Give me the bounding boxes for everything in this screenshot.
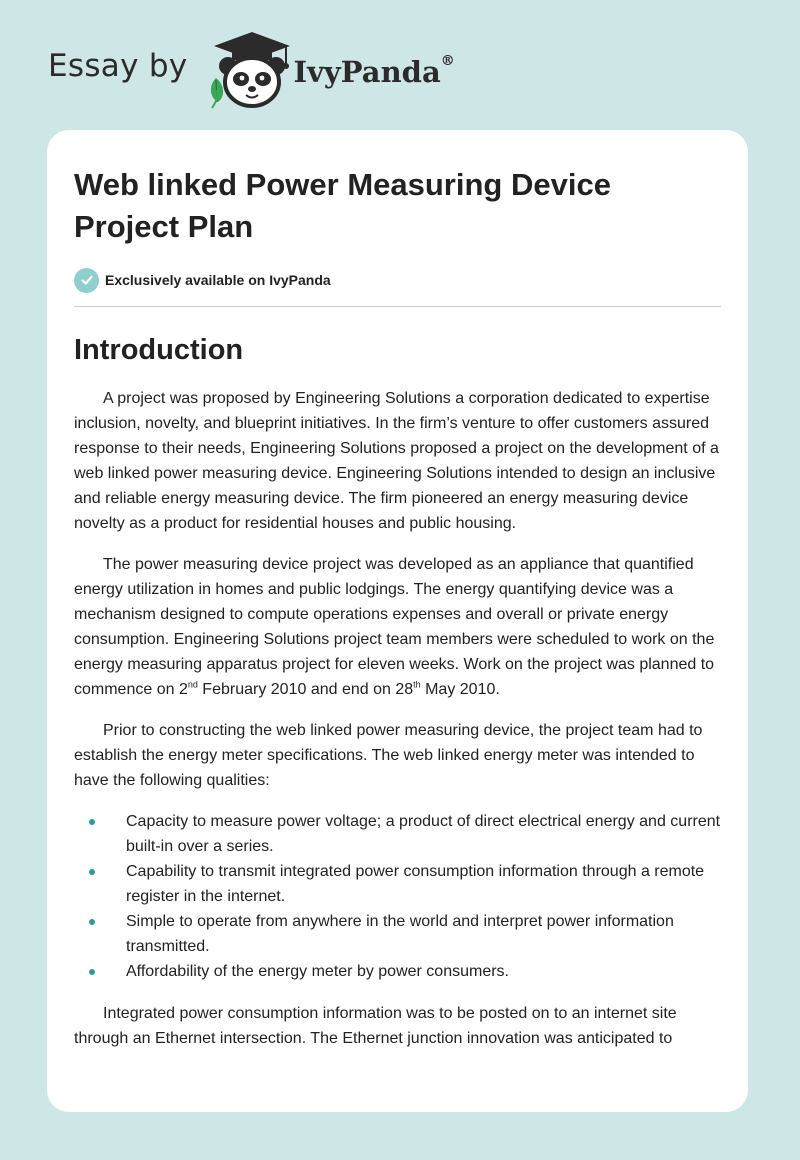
- check-circle-icon: [74, 268, 99, 293]
- exclusive-badge: [74, 266, 721, 294]
- ivypanda-logo-icon[interactable]: [202, 30, 302, 110]
- paragraph: A project was proposed by Engineering Solutions a corporation dedicated to expertise inclusion, novelty, and blueprint initiatives. In the firm’s venture to offer customers assured response to their needs, Engineering Solutions proposed a project on the development of a web linked power measuring device. Engineering Solutions intended to design an inclusive and reliable energy measuring device. The firm pioneered an energy measuring device novelty as a product for residential houses and public housing.: [74, 390, 719, 532]
- brand-name[interactable]: IvyPanda®: [293, 53, 455, 89]
- list-item: Capacity to measure power voltage; a product of direct electrical energy and current built-in over a series.: [74, 809, 721, 859]
- paragraph: The power measuring device project was developed as an appliance that quantified energy utilization in homes and public lodgings. The energy quantifying device was a mechanism designed to compute operations expenses and overall or private energy consumption. Engineering Solutions project team members were scheduled to work on the energy measuring apparatus project for eleven weeks. Work on the project was planned to commence on 2nd February 2010 and end on 28th May 2010.: [74, 556, 715, 698]
- list-item: Capability to transmit integrated power consumption information through a remote register in the internet.: [74, 859, 721, 909]
- registered-mark: ®: [440, 53, 455, 69]
- exclusive-badge-text: Exclusively available on IvyPanda: [105, 272, 331, 288]
- list-item: Simple to operate from anywhere in the world and interpret power information transmitted.: [74, 909, 721, 959]
- list-item: Affordability of the energy meter by power consumers.: [74, 959, 721, 984]
- paragraph: Prior to constructing the web linked power measuring device, the project team had to establish the energy meter specifications. The web linked energy meter was intended to have the following qualities:: [74, 722, 703, 789]
- essay-title: Web linked Power Measuring Device Project Plan: [74, 167, 611, 244]
- essay-card: [47, 130, 748, 1112]
- qualities-list: [74, 809, 721, 984]
- paragraph: Integrated power consumption information was to be posted on to an internet site through an Ethernet intersection. The Ethernet junction innovation was anticipated to: [74, 1005, 677, 1047]
- section-heading: Introduction: [74, 334, 244, 366]
- divider: [74, 306, 721, 307]
- site-header: [48, 30, 455, 110]
- essay-by-label: Essay by: [48, 48, 188, 84]
